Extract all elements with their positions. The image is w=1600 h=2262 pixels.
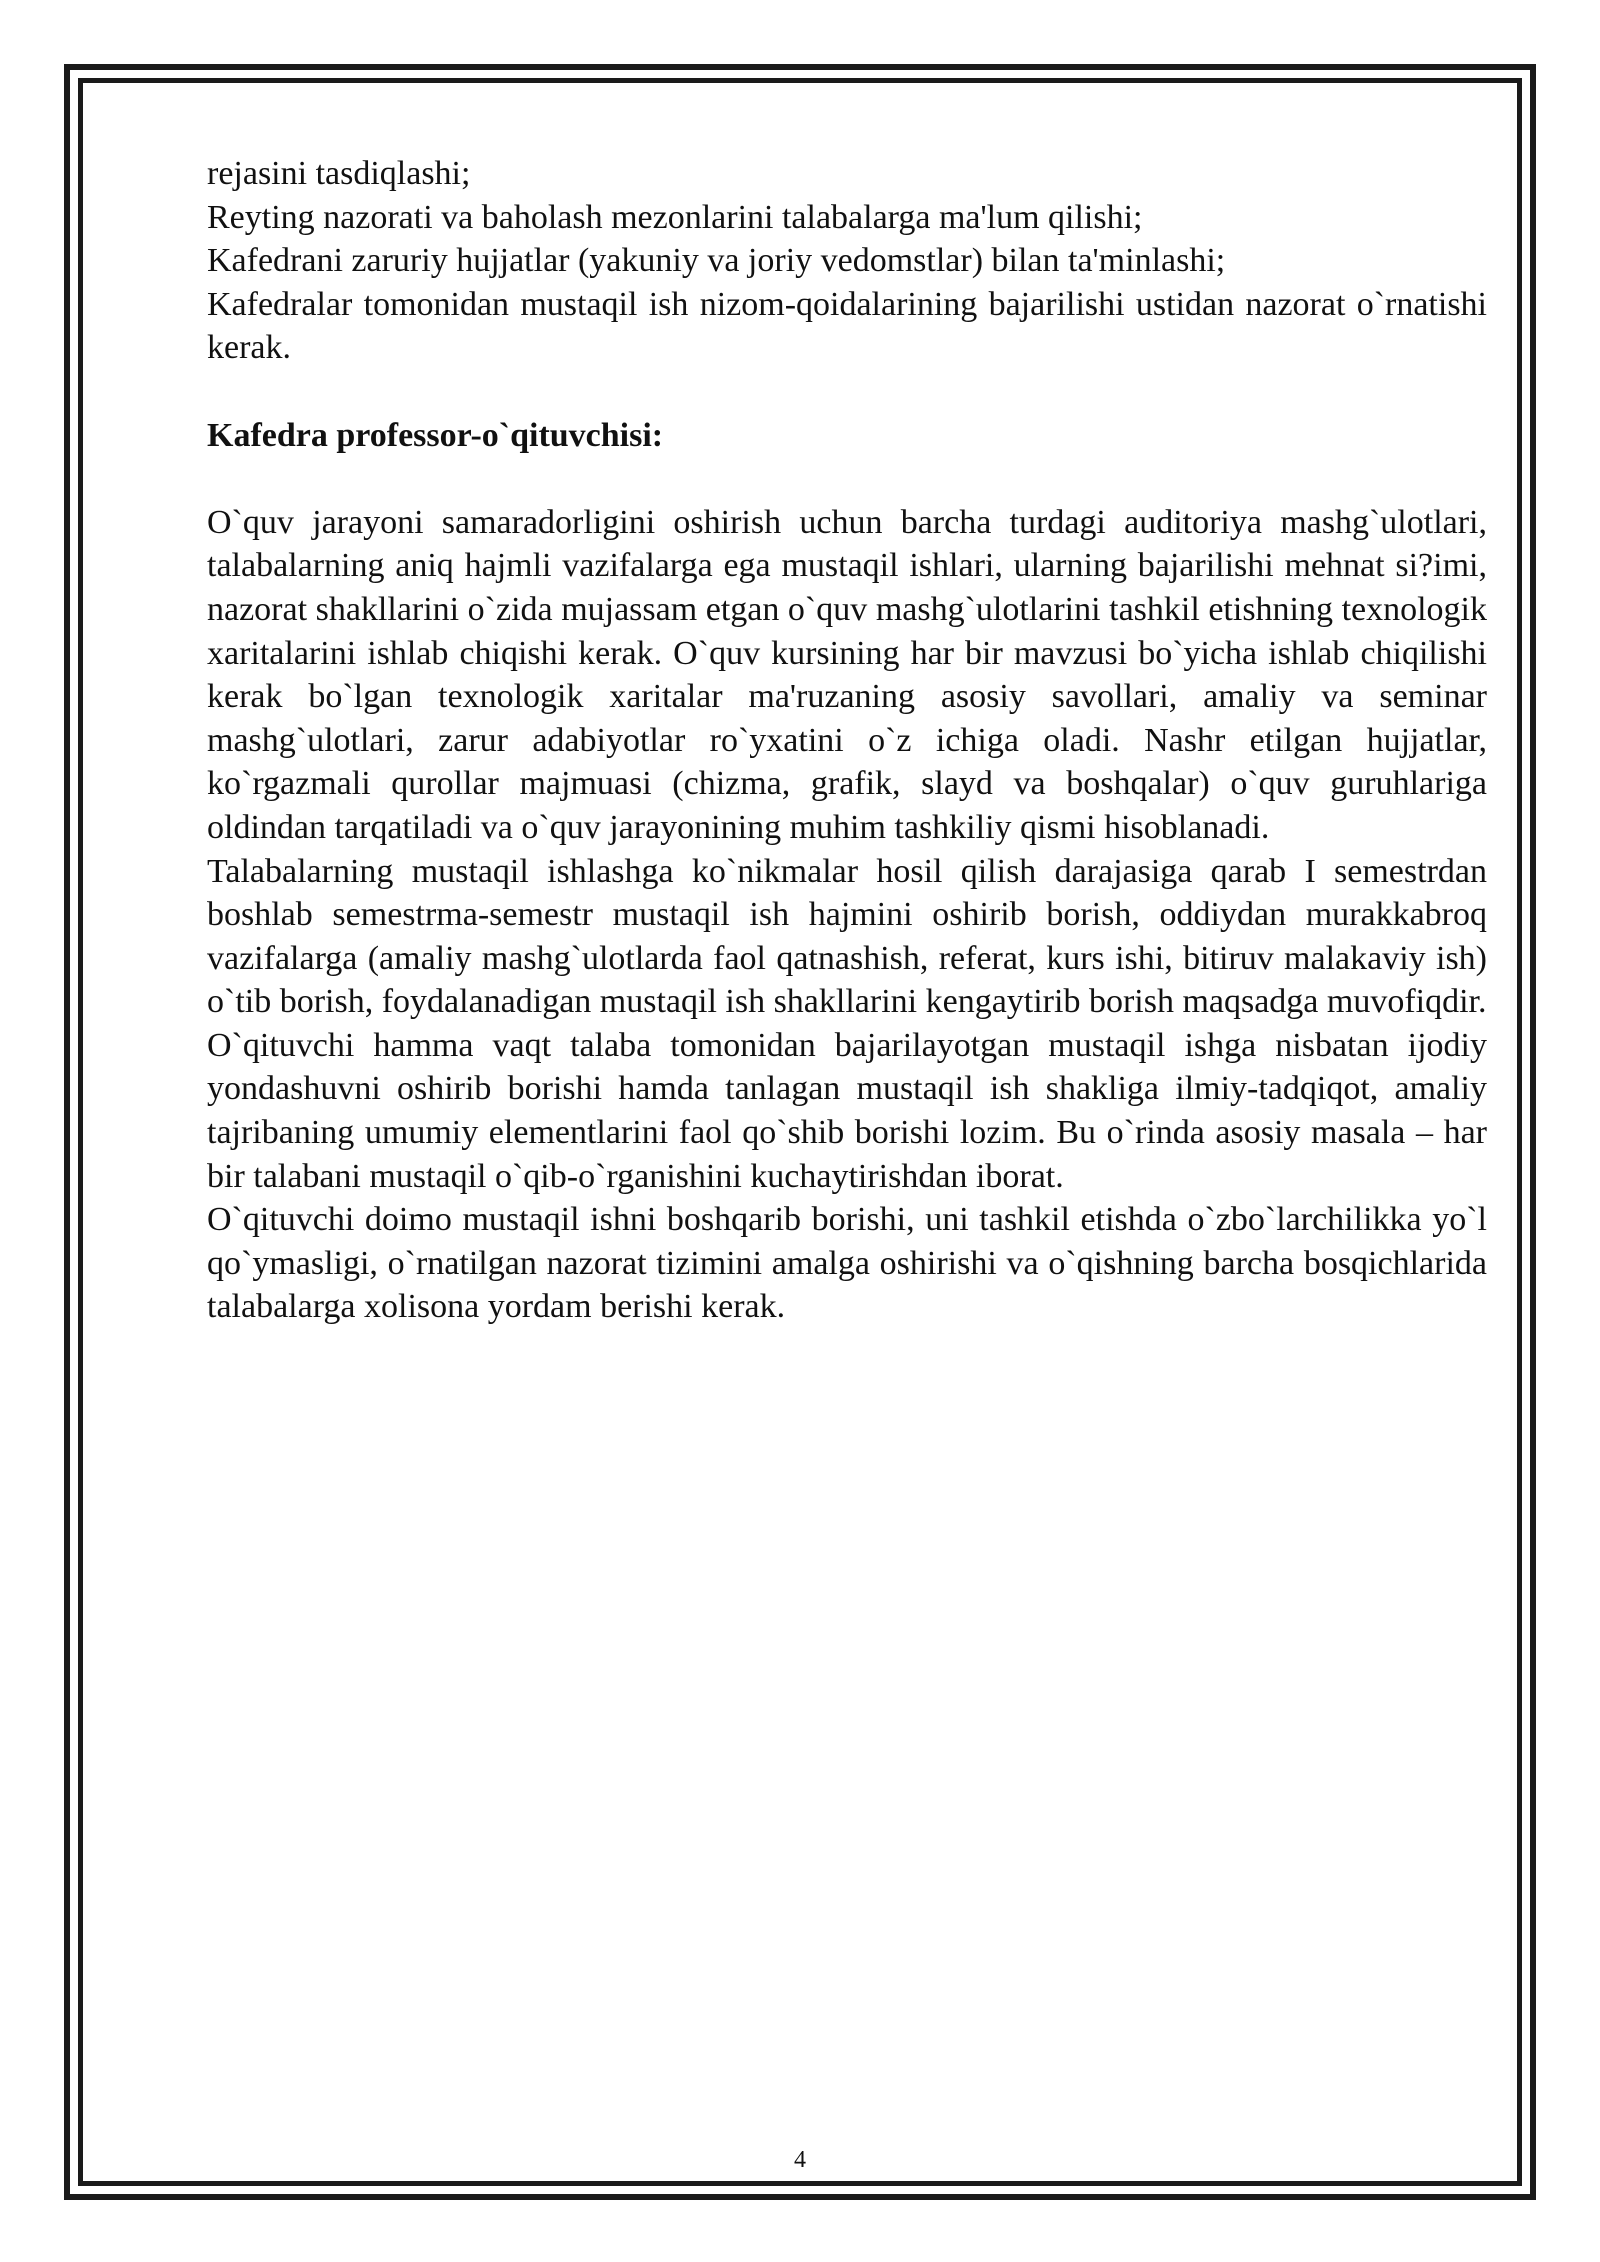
body-paragraph: O`quv jarayoni samaradorligini oshirish uchun barcha turdagi auditoriya mashg`ulotlari, talabalarning aniq hajmli vazifalarga ega mustaqil ishlari, ularning bajarilishi mehnat si?imi, nazorat shakllarini o`zida mujassam etgan o`quv mashg`ulotlarini tashkil etishning texnologik xaritalarini ishlab chiqishi kerak. O`quv kursining har bir mavzusi bo`yicha ishlab chiqilishi kerak bo`lgan texnologik xaritalar ma'ruzaning asosiy savollari, amaliy va seminar mashg`ulotlari, zarur adabiyotlar ro`yxatini o`z ichiga oladi. Nashr etilgan hujjatlar, ko`rgazmali qurollar majmuasi (chizma, grafik, slayd va boshqalar) o`quv guruhlariga oldindan tarqatiladi va o`quv jarayonining muhim tashkiliy qismi hisoblanadi. [207,503,1487,846]
intro-line: Kafedralar tomonidan mustaqil ish nizom-qoidalarining bajarilishi ustidan nazorat o`rnatishi kerak. [207,285,1487,367]
body-paragraph: O`qituvchi doimo mustaqil ishni boshqarib borishi, uni tashkil etishda o`zbo`larchilikka yo`l qo`ymasligi, o`rnatilgan nazorat tizimini amalga oshirishi va o`qishning barcha bosqichlarida talabalarga xolisona yordam berishi kerak. [207,1201,1487,1326]
page-number: 4 [794,2147,806,2173]
intro-line: Reyting nazorati va baholash mezonlarini talabalarga ma'lum qilishi; [207,198,1143,236]
body-paragraph: O`qituvchi hamma vaqt talaba tomonidan bajarilayotgan mustaqil ishga nisbatan ijodiy yondashuvni oshirib borishi hamda tanlagan mustaqil ish shakliga ilmiy-tadqiqot, amaliy tajribaning umumiy elementlarini faol qo`shib borishi lozim. Bu o`rinda asosiy masala – har bir talabani mustaqil o`qib-o`rganishini kuchaytirishdan iborat. [207,1026,1487,1195]
paragraph-gap [207,457,1487,501]
document-body [207,152,1487,1329]
section-heading: Kafedra professor-o`qituvchisi: [207,416,664,454]
intro-line: rejasini tasdiqlashi; [207,155,471,192]
intro-line: Kafedrani zaruriy hujjatlar (yakuniy va joriy vedomstlar) bilan ta'minlashi; [207,242,1226,280]
paragraph-gap [207,370,1487,414]
body-paragraph: Talabalarning mustaqil ishlashga ko`nikmalar hosil qilish darajasiga qarab I semestrdan boshlab semestrma-semestr mustaqil ish hajmini oshirib borish, oddiydan murakkabroq vazifalarga (amaliy mashg`ulotlarda faol qatnashish, referat, kurs ishi, bitiruv malakaviy ish) o`tib borish, foydalanadigan mustaqil ish shakllarini kengaytirib borish maqsadga muvofiqdir. [207,852,1487,1021]
